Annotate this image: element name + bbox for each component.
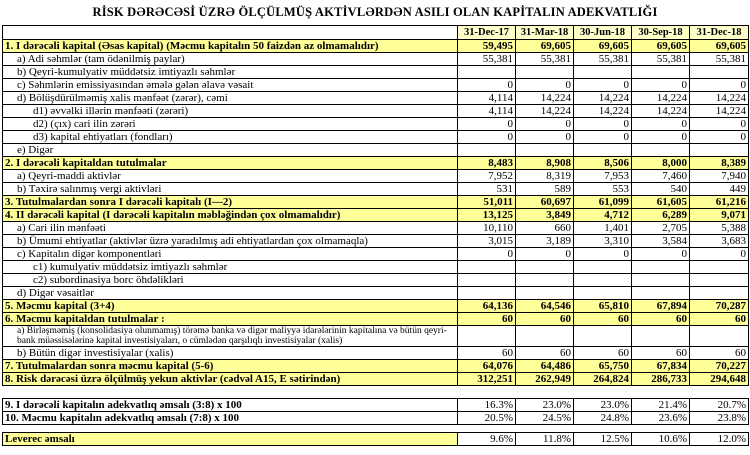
cell-value: 0: [690, 79, 749, 92]
row-label: c) Kapitalın digər komponentləri: [3, 248, 458, 261]
cell-value: 60: [458, 313, 516, 326]
cell-value: 21.4%: [632, 399, 690, 412]
cell-value: 8,389: [690, 157, 749, 170]
row-label: 6. Məcmu kapitaldan tutulmalar :: [3, 313, 458, 326]
cell-value: 24.5%: [516, 412, 574, 425]
cell-value: 262,949: [516, 373, 574, 386]
cell-value: 65,810: [574, 300, 632, 313]
cell-value: 0: [574, 118, 632, 131]
cell-value: 10,110: [458, 222, 516, 235]
column-header: 30-Jun-18: [574, 26, 632, 40]
cell-value: 0: [690, 118, 749, 131]
cell-value: 9.6%: [458, 433, 516, 446]
cell-value: 61,216: [690, 196, 749, 209]
cell-value: [458, 287, 516, 300]
cell-value: 0: [516, 79, 574, 92]
cell-value: [632, 144, 690, 157]
cell-value: 20.5%: [458, 412, 516, 425]
cell-value: 0: [632, 248, 690, 261]
cell-value: 14,224: [516, 92, 574, 105]
cell-value: [458, 274, 516, 287]
cell-value: 23.0%: [516, 399, 574, 412]
cell-value: 5,388: [690, 222, 749, 235]
row-label: a) Adi səhmlər (tam ödənilmiş paylar): [3, 53, 458, 66]
cell-value: [690, 326, 749, 347]
cell-value: 0: [458, 248, 516, 261]
cell-value: [574, 66, 632, 79]
cell-value: [690, 261, 749, 274]
cell-value: 3,189: [516, 235, 574, 248]
table-row: [3, 326, 749, 347]
table-blocks: [0, 25, 750, 446]
cell-value: 60: [516, 347, 574, 360]
cell-value: [690, 144, 749, 157]
cell-value: 0: [458, 131, 516, 144]
column-header: 31-Mar-18: [516, 26, 574, 40]
cell-value: 61,099: [574, 196, 632, 209]
table-row: [3, 157, 749, 170]
table-row: [3, 144, 749, 157]
cell-value: 0: [516, 118, 574, 131]
cell-value: 3,584: [632, 235, 690, 248]
cell-value: 67,894: [632, 300, 690, 313]
row-label: 2. I dərəcəli kapitaldan tutulmalar: [3, 157, 458, 170]
table-row: [3, 274, 749, 287]
cell-value: 7,952: [458, 170, 516, 183]
row-label: d3) kapital ehtiyatları (fondları): [3, 131, 458, 144]
row-label: d2) (çıx) cari ilin zərəri: [3, 118, 458, 131]
cell-value: 16.3%: [458, 399, 516, 412]
cell-value: 0: [690, 248, 749, 261]
cell-value: 65,750: [574, 360, 632, 373]
row-label: Leverec əmsalı: [3, 433, 458, 446]
cell-value: [690, 66, 749, 79]
cell-value: 9,071: [690, 209, 749, 222]
table-row: [3, 412, 749, 425]
cell-value: [632, 287, 690, 300]
cell-value: [574, 261, 632, 274]
spacer: [0, 386, 750, 398]
cell-value: [632, 261, 690, 274]
cell-value: [516, 261, 574, 274]
cell-value: 69,605: [516, 40, 574, 53]
cell-value: [632, 66, 690, 79]
cell-value: 0: [632, 118, 690, 131]
cell-value: 7,953: [574, 170, 632, 183]
cell-value: 60,697: [516, 196, 574, 209]
cell-value: 0: [632, 131, 690, 144]
table-block: [2, 432, 749, 446]
table-row: [3, 248, 749, 261]
cell-value: 23.6%: [632, 412, 690, 425]
table-row: [3, 66, 749, 79]
row-label: a) Qeyri-maddi aktivlər: [3, 170, 458, 183]
table-row: [3, 105, 749, 118]
cell-value: 8,506: [574, 157, 632, 170]
cell-value: 69,605: [574, 40, 632, 53]
cell-value: [516, 274, 574, 287]
cell-value: 3,849: [516, 209, 574, 222]
cell-value: 60: [690, 313, 749, 326]
cell-value: 13,125: [458, 209, 516, 222]
cell-value: 70,287: [690, 300, 749, 313]
cell-value: 0: [690, 131, 749, 144]
cell-value: 10.6%: [632, 433, 690, 446]
table-row: [3, 235, 749, 248]
cell-value: [516, 144, 574, 157]
table-row: [3, 53, 749, 66]
cell-value: 64,136: [458, 300, 516, 313]
cell-value: 70,227: [690, 360, 749, 373]
row-label: e) Digər: [3, 144, 458, 157]
cell-value: 51,011: [458, 196, 516, 209]
page-title: RİSK DƏRƏCƏSİ ÜZRƏ ÖLÇÜLMÜŞ AKTİVLƏRDƏN ASILI OLAN KAPİTALIN ADEKVATLIĞI: [92, 5, 658, 19]
cell-value: 60: [574, 347, 632, 360]
table-row: [3, 40, 749, 53]
cell-value: 286,733: [632, 373, 690, 386]
row-label: c1) kumulyativ müddətsiz imtiyazlı səhmlər: [3, 261, 458, 274]
header-row: [3, 26, 749, 40]
cell-value: 67,834: [632, 360, 690, 373]
row-label: a) Birləşməmiş (konsolidasiya olunmamış) törəmə banka və digər maliyyə idarələrinin kapitalına və bütün qeyri-bank müəssisələrinə kapital investisiyaları, o cümlədən qarşılıqlı investisiyalar (xalis): [3, 326, 458, 347]
cell-value: 23.8%: [690, 412, 749, 425]
cell-value: 60: [516, 313, 574, 326]
cell-value: 55,381: [458, 53, 516, 66]
cell-value: 8,908: [516, 157, 574, 170]
cell-value: 60: [632, 347, 690, 360]
cell-value: 540: [632, 183, 690, 196]
cell-value: 14,224: [632, 105, 690, 118]
table-row: [3, 300, 749, 313]
table-row: [3, 209, 749, 222]
cell-value: [458, 144, 516, 157]
cell-value: 7,940: [690, 170, 749, 183]
cell-value: [516, 287, 574, 300]
cell-value: 294,648: [690, 373, 749, 386]
cell-value: 8,319: [516, 170, 574, 183]
cell-value: [574, 274, 632, 287]
cell-value: 14,224: [690, 105, 749, 118]
cell-value: 589: [516, 183, 574, 196]
cell-value: 4,114: [458, 92, 516, 105]
table-row: [3, 373, 749, 386]
table-row: [3, 118, 749, 131]
cell-value: 3,310: [574, 235, 632, 248]
column-header: 31-Dec-18: [690, 26, 749, 40]
cell-value: 64,486: [516, 360, 574, 373]
cell-value: [458, 261, 516, 274]
table-row: [3, 196, 749, 209]
cell-value: 6,289: [632, 209, 690, 222]
cell-value: [632, 326, 690, 347]
spacer: [0, 425, 750, 432]
table-block: [2, 25, 749, 386]
cell-value: 20.7%: [690, 399, 749, 412]
cell-value: 23.0%: [574, 399, 632, 412]
cell-value: 0: [516, 131, 574, 144]
cell-value: 60: [690, 347, 749, 360]
cell-value: 4,114: [458, 105, 516, 118]
cell-value: 69,605: [690, 40, 749, 53]
cell-value: 0: [516, 248, 574, 261]
row-label: d) Bölüşdürülməmiş xalis mənfəət (zərər), cəmi: [3, 92, 458, 105]
row-label: c2) subordinasiya borc öhdəlikləri: [3, 274, 458, 287]
cell-value: 61,605: [632, 196, 690, 209]
cell-value: [574, 144, 632, 157]
cell-value: 14,224: [632, 92, 690, 105]
row-label: 10. Məcmu kapitalın adekvatlıq əmsalı (7:8) x 100: [3, 412, 458, 425]
cell-value: 60: [632, 313, 690, 326]
cell-value: 12.5%: [574, 433, 632, 446]
cell-value: 2,705: [632, 222, 690, 235]
cell-value: 14,224: [690, 92, 749, 105]
table-row: [3, 433, 749, 446]
row-label: b) Bütün digər investisiyalar (xalis): [3, 347, 458, 360]
row-label: b) Ümumi ehtiyatlar (aktivlər üzrə yaradılmış adi ehtiyatlardan çox olmamaqla): [3, 235, 458, 248]
cell-value: 660: [516, 222, 574, 235]
cell-value: 64,546: [516, 300, 574, 313]
cell-value: [690, 274, 749, 287]
cell-value: [632, 274, 690, 287]
column-header: 30-Sep-18: [632, 26, 690, 40]
cell-value: 0: [632, 79, 690, 92]
cell-value: 14,224: [574, 105, 632, 118]
table-row: [3, 347, 749, 360]
cell-value: 0: [574, 79, 632, 92]
cell-value: 7,460: [632, 170, 690, 183]
cell-value: 55,381: [632, 53, 690, 66]
row-label: 1. I dərəcəli kapital (Əsas kapital) (Məcmu kapitalın 50 faizdən az olmamalıdır): [3, 40, 458, 53]
table-row: [3, 79, 749, 92]
row-label: b) Təxirə salınmış vergi aktivləri: [3, 183, 458, 196]
cell-value: 12.0%: [690, 433, 749, 446]
row-label: d1) əvvəlki illərin mənfəəti (zərəri): [3, 105, 458, 118]
cell-value: 553: [574, 183, 632, 196]
cell-value: 1,401: [574, 222, 632, 235]
cell-value: 449: [690, 183, 749, 196]
cell-value: 3,683: [690, 235, 749, 248]
cell-value: 24.8%: [574, 412, 632, 425]
cell-value: 312,251: [458, 373, 516, 386]
row-label: c) Səhmlərin emissiyasından əmələ gələn əlavə vəsait: [3, 79, 458, 92]
cell-value: 69,605: [632, 40, 690, 53]
cell-value: 264,824: [574, 373, 632, 386]
table-row: [3, 313, 749, 326]
cell-value: 55,381: [516, 53, 574, 66]
cell-value: [516, 66, 574, 79]
row-label: d) Digər vəsaitlər: [3, 287, 458, 300]
cell-value: 0: [574, 248, 632, 261]
row-label: 9. I dərəcəli kapitalın adekvatlıq əmsalı (3:8) x 100: [3, 399, 458, 412]
cell-value: 531: [458, 183, 516, 196]
cell-value: 14,224: [516, 105, 574, 118]
table-row: [3, 222, 749, 235]
row-label: 3. Tutulmalardan sonra I dərəcəli kapitalı (I—2): [3, 196, 458, 209]
cell-value: 8,483: [458, 157, 516, 170]
table-row: [3, 261, 749, 274]
cell-value: [574, 287, 632, 300]
cell-value: [574, 326, 632, 347]
row-label: 4. II dərəcəli kapital (I dərəcəli kapitalın məbləğindən çox olmamalıdır): [3, 209, 458, 222]
table-row: [3, 287, 749, 300]
cell-value: 60: [574, 313, 632, 326]
cell-value: [516, 326, 574, 347]
row-label: 8. Risk dərəcəsi üzrə ölçülmüş yekun aktivlər (cədvəl A15, E sətirindən): [3, 373, 458, 386]
cell-value: 55,381: [690, 53, 749, 66]
row-label: b) Qeyri-kumulyativ müddətsiz imtiyazlı səhmlər: [3, 66, 458, 79]
cell-value: 8,000: [632, 157, 690, 170]
cell-value: 60: [458, 347, 516, 360]
table-row: [3, 131, 749, 144]
cell-value: 3,015: [458, 235, 516, 248]
row-label: 5. Məcmu kapital (3+4): [3, 300, 458, 313]
row-label: 7. Tutulmalardan sonra məcmu kapital (5-6): [3, 360, 458, 373]
table-row: [3, 170, 749, 183]
cell-value: 0: [574, 131, 632, 144]
table-row: [3, 183, 749, 196]
cell-value: 0: [458, 79, 516, 92]
cell-value: [690, 287, 749, 300]
corner-cell: [3, 26, 458, 40]
cell-value: 64,076: [458, 360, 516, 373]
table-row: [3, 399, 749, 412]
cell-value: 11.8%: [516, 433, 574, 446]
cell-value: 4,712: [574, 209, 632, 222]
row-label: a) Cari ilin mənfəəti: [3, 222, 458, 235]
cell-value: 14,224: [574, 92, 632, 105]
table-row: [3, 360, 749, 373]
cell-value: 59,495: [458, 40, 516, 53]
table-row: [3, 92, 749, 105]
column-header: 31-Dec-17: [458, 26, 516, 40]
cell-value: 55,381: [574, 53, 632, 66]
table-block: [2, 398, 749, 425]
cell-value: 0: [458, 118, 516, 131]
cell-value: [458, 66, 516, 79]
cell-value: [458, 326, 516, 347]
